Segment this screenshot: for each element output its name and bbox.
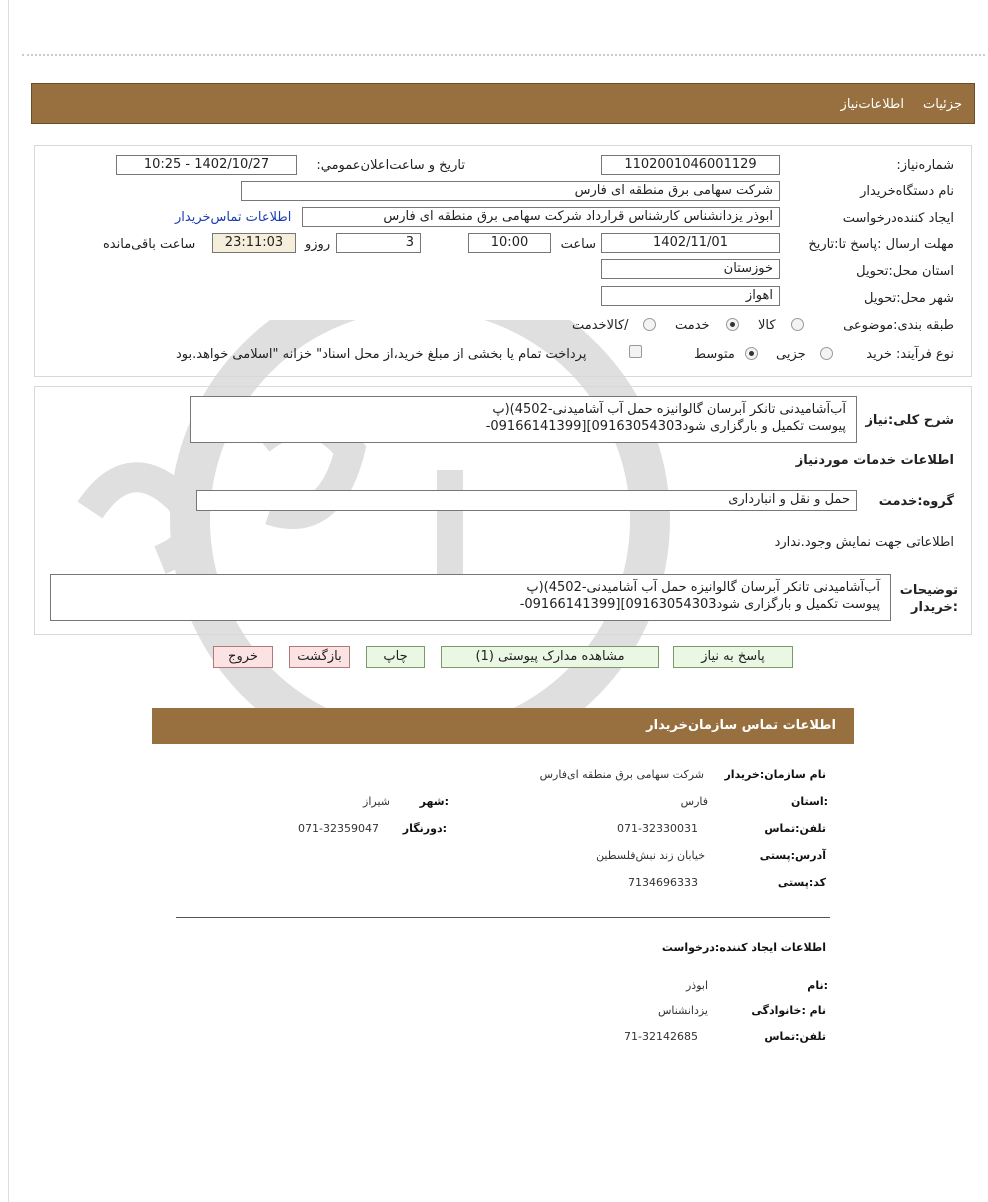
address-label: آدرس:پستی: [759, 849, 826, 862]
days-label: روزو: [305, 237, 331, 252]
phone-label: تلفن:تماس: [764, 822, 826, 835]
treasury-label: پرداخت تمام یا بخشی از مبلغ خرید،از محل اسناد" خزانه "اسلامی خواهد.بود: [176, 347, 587, 362]
print-button[interactable]: چاپ: [366, 646, 425, 668]
category-both-label: /کالاخدمت: [572, 318, 629, 333]
category-service-label: خدمت: [675, 318, 710, 333]
dotted-separator: [22, 54, 985, 56]
services-heading: اطلاعات خدمات موردنیاز: [795, 453, 954, 468]
view-attachments-button[interactable]: مشاهده مدارک پیوستی (1): [441, 646, 659, 668]
buyer-field: شرکت سهامی برق منطقه ای فارس: [241, 181, 780, 201]
process-medium-radio[interactable]: [745, 347, 758, 360]
deadline-date-field: 1402/11/01: [601, 233, 780, 253]
org-name-value: شرکت سهامی برق منطقه ای‌فارس: [539, 768, 704, 781]
postal-code-label: کد:پستی: [777, 876, 826, 889]
buyer-contact-link[interactable]: اطلاعات تماس‌خریدار: [175, 210, 292, 225]
creator-name-label: :نام: [807, 979, 828, 992]
days-field: 3: [336, 233, 421, 253]
process-medium-label: متوسط: [694, 347, 735, 362]
remaining-time-label: ساعت باقی‌مانده: [103, 237, 196, 252]
page-left-border: [8, 0, 9, 1202]
fax-label: :دورنگار: [402, 822, 447, 835]
phone-value: 071-32330031: [617, 822, 698, 835]
delivery-province-field: خوزستان: [601, 259, 780, 279]
remaining-time-field: 23:11:03: [212, 233, 296, 253]
creator-phone-label: تلفن:تماس: [764, 1030, 826, 1043]
need-number-field: 1102001046001129: [601, 155, 780, 175]
process-type-label: نوع فرآیند: خرید: [866, 347, 954, 362]
contact-province-label: :استان: [791, 795, 828, 808]
postal-code-value: 7134696333: [628, 876, 698, 889]
reply-button[interactable]: پاسخ به نیاز: [673, 646, 793, 668]
buyer-notes-box: آب‌آشامیدنی تانکر آبرسان گالوانیزه حمل آب آشامیدنی-4502)(پ پیوست تکمیل و بارگزاری شود09163054303][09166141399-: [50, 574, 891, 621]
exit-button[interactable]: خروج: [213, 646, 273, 668]
category-both-radio[interactable]: [643, 318, 656, 331]
need-info-panel: [34, 145, 972, 377]
contact-section-title: اطلاعات تماس سازمان‌خریدار: [646, 718, 836, 733]
delivery-city-label: شهر محل:تحویل: [864, 291, 954, 306]
contact-city-label: :شهر: [419, 795, 449, 808]
contact-city-value: شیراز: [363, 795, 390, 808]
tab-need-info[interactable]: اطلاعات‌نیاز: [840, 97, 904, 112]
fax-value: 071-32359047: [298, 822, 379, 835]
process-partial-radio[interactable]: [820, 347, 833, 360]
need-description-label: شرح کلی:نیاز: [865, 413, 954, 428]
creator-family-label: نام :خانوادگی: [751, 1004, 826, 1017]
org-name-label: نام سازمان:خریدار: [724, 768, 826, 781]
category-goods-radio[interactable]: [791, 318, 804, 331]
no-info-text: اطلاعاتی جهت نمایش وجود.ندارد: [774, 535, 954, 550]
contact-divider: [176, 917, 830, 918]
need-number-label: شماره‌نیاز:: [896, 158, 954, 173]
creator-name-value: ابوذر: [685, 979, 708, 992]
service-group-label: گروه:خدمت: [878, 494, 954, 509]
need-description-box: آب‌آشامیدنی تانکر آبرسان گالوانیزه حمل آب آشامیدنی-4502)(پ پیوست تکمیل و بارگزاری شود09163054303][09166141399-: [190, 396, 857, 443]
process-partial-label: جزیی: [776, 347, 806, 362]
buyer-label: نام دستگاه‌خریدار: [860, 184, 954, 199]
deadline-time-label: ساعت: [560, 237, 596, 252]
creator-label: ایجاد کننده‌درخواست: [842, 211, 954, 226]
category-goods-label: کالا: [758, 318, 776, 333]
header-bar: [31, 83, 975, 124]
tab-details[interactable]: جزئیات: [923, 97, 962, 112]
announce-date-label: تاریخ و ساعت‌اعلان‌عمومي:: [316, 158, 465, 173]
creator-phone-value: 71-32142685: [624, 1030, 698, 1043]
buyer-notes-label: توضیحات :خریدار: [899, 583, 958, 615]
delivery-city-field: اهواز: [601, 286, 780, 306]
service-group-field: حمل و نقل و انبارداری: [196, 490, 857, 511]
creator-field: ابوذر یزدانشناس کارشناس قرارداد شرکت سهامی برق منطقه ای فارس: [302, 207, 780, 227]
treasury-checkbox[interactable]: [629, 345, 642, 358]
creator-info-heading: اطلاعات ایجاد کننده:درخواست: [661, 941, 826, 954]
back-button[interactable]: بازگشت: [289, 646, 350, 668]
deadline-time-field: 10:00: [468, 233, 551, 253]
category-service-radio[interactable]: [726, 318, 739, 331]
category-label: طبقه بندی:موضوعی: [843, 318, 954, 333]
creator-family-value: یزدانشناس: [657, 1004, 708, 1017]
address-value: خیابان زند نبش‌فلسطین: [596, 849, 705, 862]
announce-date-field: 1402/10/27 - 10:25: [116, 155, 297, 175]
delivery-province-label: استان محل:تحویل: [856, 264, 954, 279]
contact-province-value: فارس: [680, 795, 708, 808]
contact-section-bar: [152, 708, 854, 744]
deadline-label: مهلت ارسال :پاسخ تا:تاریخ: [808, 237, 954, 252]
